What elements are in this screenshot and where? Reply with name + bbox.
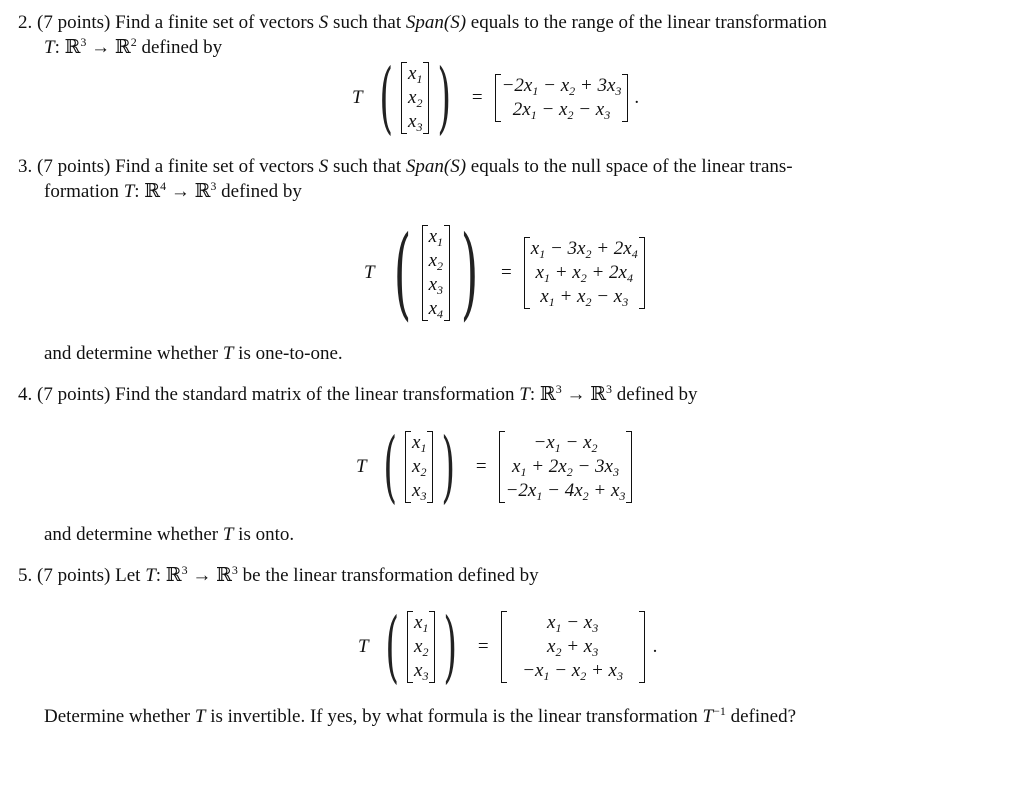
t-symbol: T [44,37,55,58]
problem-5-after-a: Determine whether [44,706,191,727]
eq-t: T [358,635,369,657]
output-vector [524,237,645,309]
output-entry: $x_1 - 3x_2 + 2x_4$ [530,237,638,261]
domain-map: : ℝ [134,181,161,202]
problem-2-line-2 [44,37,222,59]
problem-3-line2: formation [44,181,119,202]
output-entry: $-2x_1 - 4x_2 + x_3$ [505,479,626,503]
domain-exp: 3 [555,382,562,396]
span-word: Span [405,12,444,33]
problem-2-points: (7 points) [37,12,111,33]
domain-exp: 3 [181,563,188,577]
output-vector [499,431,633,503]
output-entry: $x_1 + x_2 - x_3$ [540,285,629,309]
equals-sign: = [471,86,483,108]
problem-4-number: 4. [18,384,33,405]
codomain-exp: 2 [130,35,137,49]
problem-5-after-c: defined? [730,706,797,727]
codomain-map: → ℝ [166,181,211,202]
input-entry: $x_2$ [414,635,429,659]
input-entry: $x_3$ [414,659,429,683]
t-symbol: T [194,706,206,727]
problem-5-followup [44,706,796,728]
problem-4-points: (7 points) [37,384,111,405]
eq-t: T [352,86,363,108]
problem-3-text-d: defined by [221,181,302,202]
input-vector [401,62,429,134]
problem-2-text-c: equals to the range of the linear transformation [470,12,827,33]
problem-4-text-d: defined by [616,384,698,405]
input-entry: $x_4$ [428,297,444,321]
problem-5-text-a: Let [115,565,141,586]
span-arg: (S) [443,12,467,33]
equals-sign: = [475,455,487,477]
codomain-map: → ℝ [86,37,131,58]
problem-5-text-b: be the linear transformation defined by [242,565,539,586]
span-arg: (S) [443,156,467,177]
input-entry: $x_3$ [408,110,423,134]
input-vector [407,611,435,683]
problem-3-line-1 [18,156,793,178]
output-entry: $2x_1 - x_2 - x_3$ [512,98,611,122]
output-entry: $-x_1 - x_2 + x_3$ [522,659,623,683]
input-entry: $x_1$ [414,611,429,635]
codomain-map: → ℝ [561,384,606,405]
set-symbol: S [318,156,329,177]
output-vector [501,611,645,683]
input-vector [405,431,433,503]
domain-map: : ℝ [54,37,81,58]
input-entry: $x_1$ [408,62,423,86]
domain-map: : ℝ [155,565,182,586]
problem-5-line-1 [18,565,539,587]
input-entry: $x_1$ [428,225,444,249]
output-entry: $x_1 + x_2 + 2x_4$ [535,261,633,285]
domain-map: : ℝ [529,384,556,405]
eq-t: T [356,455,367,477]
problem-5-after-b: is invertible. If yes, by what formula is the linear transformation [210,706,698,727]
output-entry: $x_1 + 2x_2 - 3x_3$ [512,455,619,479]
input-entry: $x_2$ [412,455,427,479]
problem-2-text-a: Find a finite set of vectors [115,12,315,33]
problem-3-line-2 [44,181,302,203]
codomain-exp: 3 [210,179,217,193]
input-entry: $x_2$ [428,249,444,273]
problem-5-number: 5. [18,565,33,586]
domain-exp: 4 [160,179,167,193]
problem-2-line-1 [18,12,827,34]
codomain-exp: 3 [605,382,612,396]
problem-3-text-c: equals to the null space of the linear trans- [470,156,793,177]
span-word: Span [405,156,444,177]
problem-5-points: (7 points) [37,565,111,586]
domain-exp: 3 [80,35,87,49]
problem-4-equation: T ( $x_1$ $x_2$ $x_3$ ) = $-x_1 - x_2$ $x_1 + 2x_2 - 3x_3$ $-2x_1 - 4x_2 + x_3$ [356,466,632,467]
t-symbol: T [222,343,234,364]
input-entry: $x_3$ [428,273,444,297]
t-symbol: T [145,565,156,586]
inverse-exp: −1 [713,704,726,718]
problem-2-text-d: defined by [141,37,223,58]
t-symbol: T [702,706,714,727]
problem-3-equation: T ( $x_1$ $x_2$ $x_3$ $x_4$ ) = $x_1 - 3x_2 + 2x_4$ $x_1 + x_2 + 2x_4$ $x_1 + x_2 - x_3$ [364,272,645,273]
input-entry: $x_1$ [412,431,427,455]
problem-5-equation: T ( $x_1$ $x_2$ $x_3$ ) = $x_1 - x_3$ $x_2 + x_3$ $-x_1 - x_2 + x_3$ . [358,601,658,692]
output-entry: $-2x_1 - x_2 + 3x_3$ [501,74,622,98]
t-symbol: T [222,524,234,545]
problem-3-number: 3. [18,156,33,177]
problem-3-followup [44,343,343,365]
problem-4-text-a: Find the standard matrix of the linear transformation [115,384,515,405]
output-entry: $x_1 - x_3$ [547,611,599,635]
set-symbol: S [318,12,329,33]
problem-2-equation: T ( $x_1$ $x_2$ $x_3$ ) = $-2x_1 - x_2 + 3x_3$ $2x_1 - x_2 - x_3$ . [352,52,640,143]
problem-3-text-a: Find a finite set of vectors [115,156,315,177]
problem-4-line-1 [18,384,697,406]
input-entry: $x_2$ [408,86,423,110]
output-entry: $x_2 + x_3$ [547,635,599,659]
input-entry: $x_3$ [412,479,427,503]
equals-sign: = [501,261,512,283]
input-vector [422,225,450,321]
eq-t: T [364,261,375,283]
codomain-exp: 3 [231,563,238,577]
trailing-period: . [652,635,658,657]
problem-4-after-b: is onto. [238,524,295,545]
trailing-period: . [634,86,640,108]
t-symbol: T [519,384,530,405]
problem-2-text-b: such that [333,12,402,33]
equals-sign: = [477,635,489,657]
problem-3-after-a: and determine whether [44,343,219,364]
output-vector [495,74,629,122]
problem-3-text-b: such that [333,156,402,177]
problem-4-followup [44,524,294,546]
problem-3-points: (7 points) [37,156,111,177]
output-entry: $-x_1 - x_2$ [533,431,598,455]
codomain-map: → ℝ [187,565,232,586]
problem-2-number: 2. [18,12,33,33]
problem-4-after-a: and determine whether [44,524,219,545]
problem-3-after-b: is one-to-one. [238,343,343,364]
t-symbol: T [123,181,135,202]
